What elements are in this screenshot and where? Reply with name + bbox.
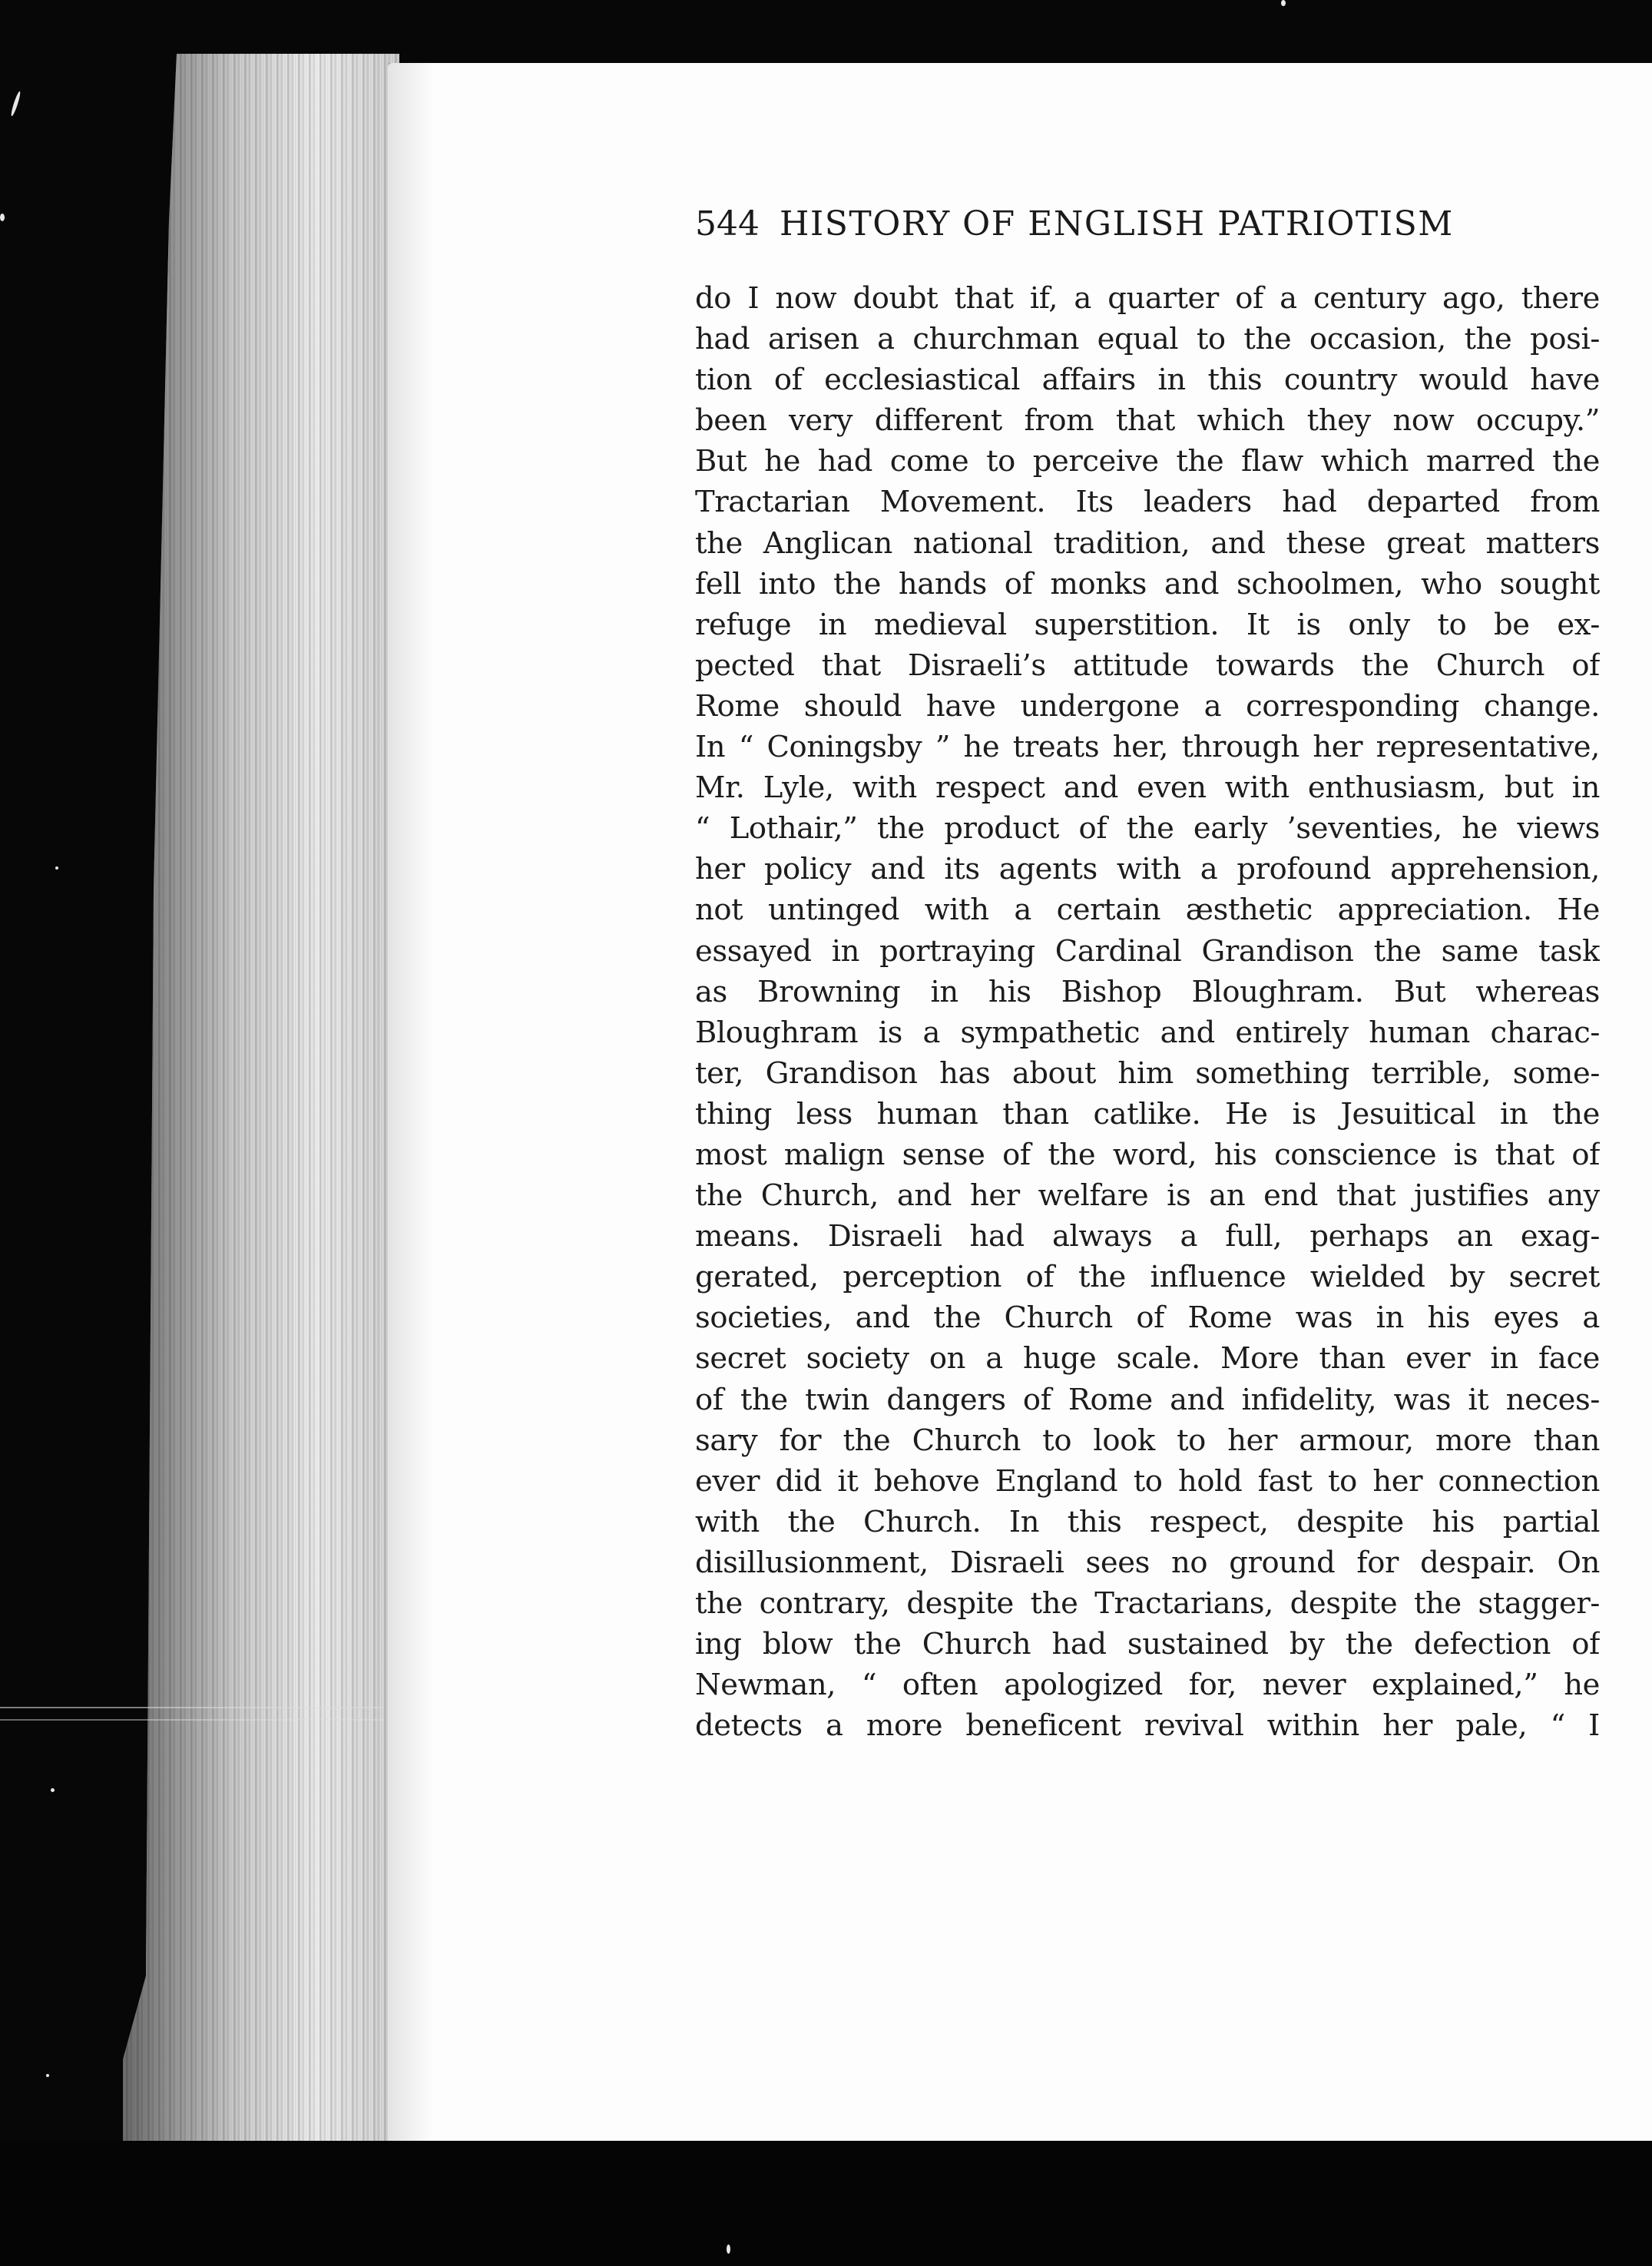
text-line: fell into the hands of monks and schoolmen, who sought: [695, 566, 1600, 601]
text-line: her policy and its agents with a profound apprehension,: [695, 852, 1600, 887]
text-line: essayed in portraying Cardinal Grandison the same task: [695, 933, 1600, 969]
scan-scratch: [0, 1707, 384, 1708]
text-line: sary for the Church to look to her armour, more than: [695, 1423, 1600, 1458]
page-number: 544: [695, 204, 760, 243]
scan-speck: [0, 214, 5, 221]
page-edges-shadow: [123, 54, 399, 2143]
text-line: the Church, and her welfare is an end that justifies any: [695, 1178, 1600, 1214]
text-line: In “ Coningsby ” he treats her, through her representative,: [695, 730, 1600, 765]
text-line: do I now doubt that if, a quarter of a century ago, there: [695, 281, 1600, 316]
text-line: tion of ecclesiastical affairs in this country would have: [695, 363, 1600, 398]
scan-speck: [55, 866, 58, 870]
text-line: most malign sense of the word, his conscience is that of: [695, 1137, 1600, 1172]
scan-scratch: [0, 1719, 384, 1721]
text-line: secret society on a huge scale. More than ever in face: [695, 1341, 1600, 1376]
text-line: had arisen a churchman equal to the occasion, the posi-: [695, 322, 1600, 357]
gutter-shade: [388, 63, 434, 2141]
text-line: not untinged with a certain æsthetic appreciation. He: [695, 893, 1600, 928]
text-line: means. Disraeli had always a full, perhaps an exag-: [695, 1219, 1600, 1254]
text-line: as Browning in his Bishop Bloughram. But whereas: [695, 974, 1600, 1009]
text-line: the contrary, despite the Tractarians, despite the stagger-: [695, 1586, 1600, 1621]
scan-speck: [51, 1788, 55, 1792]
text-line: detects a more beneficent revival within her pale, “ I: [695, 1708, 1600, 1744]
text-line: of the twin dangers of Rome and infidelity, was it neces-: [695, 1382, 1600, 1417]
text-line: disillusionment, Disraeli sees no ground for despair. On: [695, 1545, 1600, 1580]
running-title: HISTORY OF ENGLISH PATRIOTISM: [779, 204, 1454, 243]
body-text: [695, 278, 1600, 1746]
scan-speck: [727, 2244, 730, 2254]
text-line: Rome should have undergone a corresponding change.: [695, 688, 1600, 724]
text-line: Bloughram is a sympathetic and entirely human charac-: [695, 1015, 1600, 1050]
text-line: But he had come to perceive the flaw which marred the: [695, 444, 1600, 479]
text-line: Tractarian Movement. Its leaders had departed from: [695, 485, 1600, 520]
running-header: [695, 204, 1601, 258]
scan-speck: [1281, 0, 1286, 6]
text-line: been very different from that which they now occupy.”: [695, 403, 1600, 439]
text-line: ing blow the Church had sustained by the defection of: [695, 1627, 1600, 1662]
scan-speck: [10, 91, 22, 117]
text-line: societies, and the Church of Rome was in his eyes a: [695, 1300, 1600, 1336]
text-line: with the Church. In this respect, despite his partial: [695, 1504, 1600, 1539]
text-line: the Anglican national tradition, and these great matters: [695, 525, 1600, 561]
scan-speck: [46, 2074, 49, 2077]
scan-background-bottom: [0, 2141, 1652, 2266]
text-line: ter, Grandison has about him something terrible, some-: [695, 1055, 1600, 1091]
text-line: gerated, perception of the influence wielded by secret: [695, 1260, 1600, 1295]
text-line: pected that Disraeli’s attitude towards the Church of: [695, 648, 1600, 683]
text-line: Mr. Lyle, with respect and even with enthusiasm, but in: [695, 770, 1600, 806]
text-line: Newman, “ often apologized for, never explained,” he: [695, 1668, 1600, 1703]
text-line: ever did it behove England to hold fast to her connection: [695, 1463, 1600, 1499]
text-line: thing less human than catlike. He is Jesuitical in the: [695, 1096, 1600, 1131]
text-line: refuge in medieval superstition. It is only to be ex-: [695, 607, 1600, 642]
text-line: “ Lothair,” the product of the early ’seventies, he views: [695, 811, 1600, 846]
